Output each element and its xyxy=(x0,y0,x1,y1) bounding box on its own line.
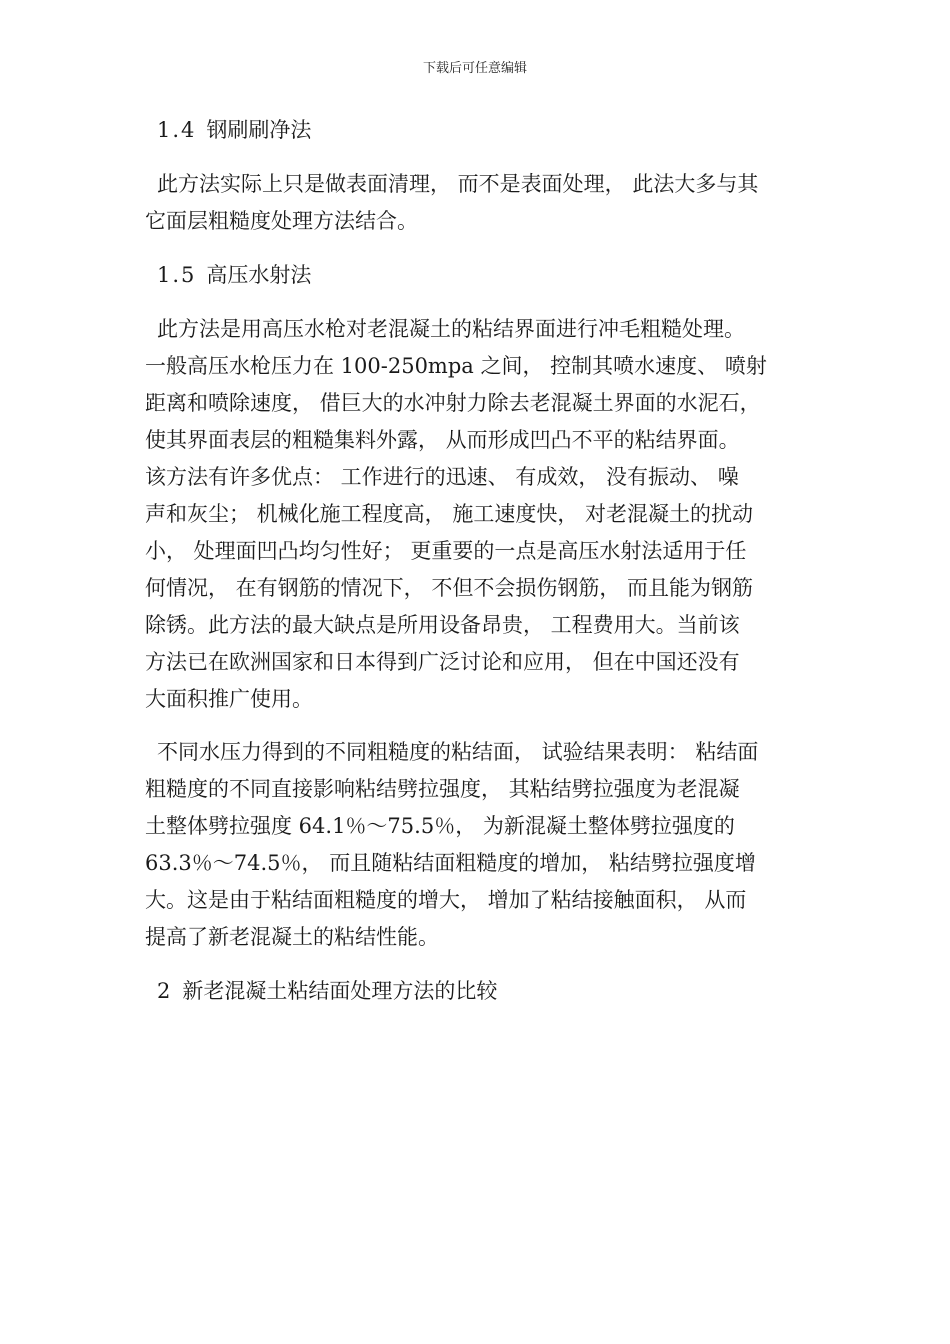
section-heading-1-5 xyxy=(145,257,810,294)
paragraph-line: 土整体劈拉强度 64.1％～75.5％， 为新混凝土整体劈拉强度的 xyxy=(145,814,735,838)
paragraph-line: 声和灰尘； 机械化施工程度高， 施工速度快， 对老混凝土的扰动 xyxy=(145,502,754,526)
paragraph-line: 大。这是由于粘结面粗糙度的增大， 增加了粘结接触面积， 从而 xyxy=(145,888,747,912)
paragraph-line: 方法已在欧洲国家和日本得到广泛讨论和应用， 但在中国还没有 xyxy=(145,650,740,674)
paragraph-line: 它面层粗糙度处理方法结合。 xyxy=(145,209,418,233)
paragraph-line: 不同水压力得到的不同粗糙度的粘结面， 试验结果表明： 粘结面 xyxy=(157,740,759,764)
paragraph-line: 小， 处理面凹凸均匀性好； 更重要的一点是高压水射法适用于任 xyxy=(145,539,747,563)
paragraph-line: 粗糙度的不同直接影响粘结劈拉强度， 其粘结劈拉强度为老混凝 xyxy=(145,777,740,801)
paragraph-line: 大面积推广使用。 xyxy=(145,687,313,711)
heading-number: 1.4 xyxy=(157,118,197,142)
document-body xyxy=(145,112,810,1010)
heading-title: 钢刷刷净法 xyxy=(206,118,312,142)
paragraph-line: 一般高压水枪压力在 100-250mpa 之间， 控制其喷水速度、 喷射 xyxy=(145,354,767,378)
paragraph-water-jet xyxy=(145,311,810,718)
section-heading-1-4 xyxy=(145,112,810,149)
heading-title: 新老混凝土粘结面处理方法的比较 xyxy=(182,979,498,1003)
paragraph-line: 此方法是用高压水枪对老混凝土的粘结界面进行冲毛粗糙处理。 xyxy=(157,317,745,341)
heading-title: 高压水射法 xyxy=(206,263,312,287)
paragraph-line: 何情况， 在有钢筋的情况下， 不但不会损伤钢筋， 而且能为钢筋 xyxy=(145,576,754,600)
paragraph-water-pressure-results xyxy=(145,734,810,956)
paragraph-line: 此方法实际上只是做表面清理， 而不是表面处理， 此法大多与其 xyxy=(157,172,759,196)
paragraph-line: 63.3％～74.5％， 而且随粘结面粗糙度的增加， 粘结劈拉强度增 xyxy=(145,851,756,875)
section-heading-2 xyxy=(145,973,810,1010)
heading-number: 2 xyxy=(157,979,173,1003)
paragraph-line: 使其界面表层的粗糙集料外露， 从而形成凹凸不平的粘结界面。 xyxy=(145,428,740,452)
heading-number: 1.5 xyxy=(157,263,197,287)
page-header: 下载后可任意编辑 xyxy=(422,61,527,76)
paragraph-line: 提高了新老混凝土的粘结性能。 xyxy=(145,925,439,949)
paragraph-steel-brush xyxy=(145,166,810,240)
paragraph-line: 该方法有许多优点： 工作进行的迅速、 有成效， 没有振动、 噪 xyxy=(145,465,739,489)
paragraph-line: 除锈。此方法的最大缺点是所用设备昂贵， 工程费用大。当前该 xyxy=(145,613,740,637)
paragraph-line: 距离和喷除速度， 借巨大的水冲射力除去老混凝土界面的水泥石， xyxy=(145,391,761,415)
